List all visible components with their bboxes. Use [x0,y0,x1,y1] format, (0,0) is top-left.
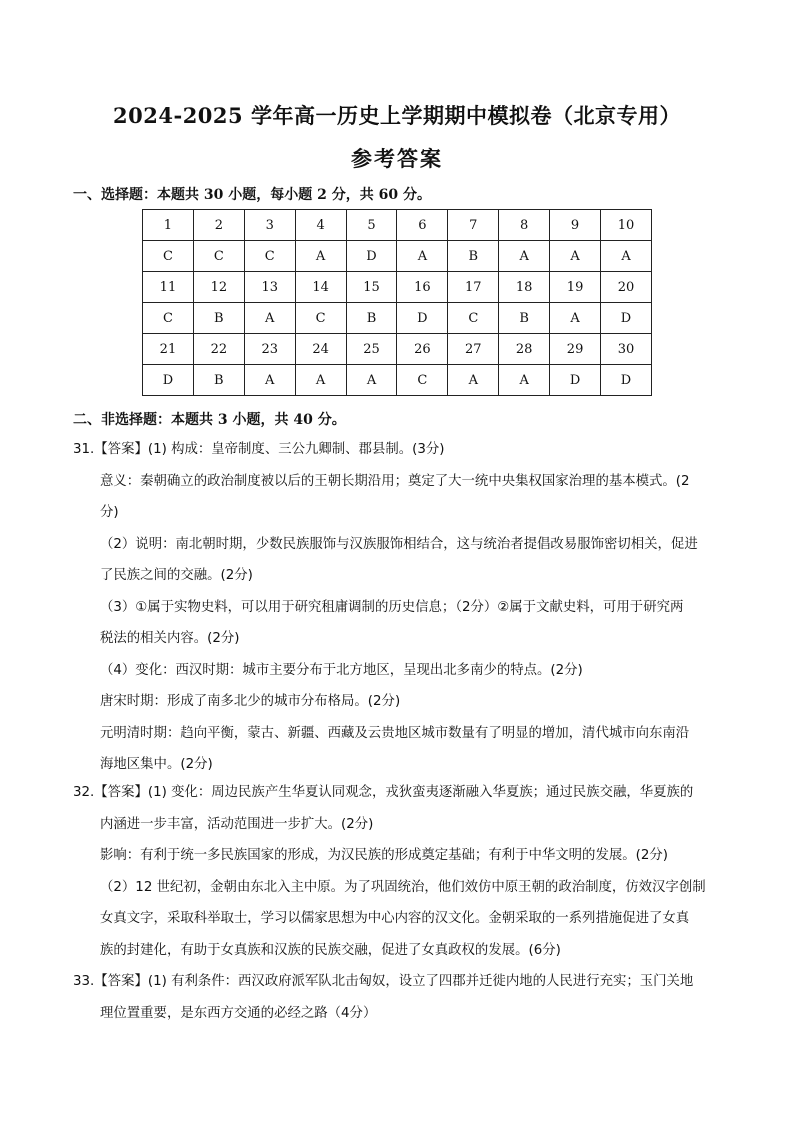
answer-table-answer-row [143,365,652,396]
answer-cell: A [499,241,550,272]
question-number-cell: 2 [193,210,244,241]
answer-table-answer-row [143,303,652,334]
answer-cell: B [448,241,499,272]
question-number-cell: 22 [193,334,244,365]
q31-line: （2）说明：南北朝时期，少数民族服饰与汉族服饰相结合，这与统治者提倡改易服饰密切相关，促进 [100,536,698,552]
answer-cell: B [499,303,550,334]
question-number-cell: 4 [295,210,346,241]
question-number-cell: 21 [143,334,194,365]
question-33-answer [73,966,725,1029]
q31-line: 31.【答案】(1) 构成：皇帝制度、三公九卿制、郡县制。(3分) [73,442,445,457]
answer-cell: A [346,365,397,396]
q31-line: 意义：秦朝确立的政治制度被以后的王朝长期沿用；奠定了大一统中央集权国家治理的基本模式。(2 [100,473,690,489]
answer-cell: D [397,303,448,334]
q32-line: 32.【答案】(1) 变化：周边民族产生华夏认同观念，戎狄蛮夷逐渐融入华夏族；通过民族交融，华夏族的 [73,785,694,800]
answer-cell: D [601,303,652,334]
answer-cell: A [397,241,448,272]
q31-line: 元明清时期：趋向平衡，蒙古、新疆、西藏及云贵地区城市数量有了明显的增加，清代城市向东南沿 [100,725,690,741]
question-number-cell: 23 [244,334,295,365]
answer-cell: B [193,365,244,396]
answer-cell: A [295,241,346,272]
answer-cell: C [193,241,244,272]
q31-line: 税法的相关内容。(2分) [100,631,240,646]
q32-line: 女真文字，采取科举取士，学习以儒家思想为中心内容的汉文化。金朝采取的一系列措施促进了女真 [100,911,690,926]
answer-cell: A [295,365,346,396]
question-number-cell: 25 [346,334,397,365]
answer-cell: A [244,365,295,396]
answer-cell: B [193,303,244,334]
q33-line: 33.【答案】(1) 有利条件：西汉政府派军队北击匈奴，设立了四郡并迁徙内地的人民进行充实；玉门关地 [73,974,694,989]
question-number-cell: 18 [499,272,550,303]
question-number-cell: 8 [499,210,550,241]
answer-cell: C [143,303,194,334]
q31-line: 海地区集中。(2分) [100,757,213,772]
question-number-cell: 5 [346,210,397,241]
question-number-cell: 11 [143,272,194,303]
page-title: 2024-2025 学年高一历史上学期期中模拟卷（北京专用） [113,103,681,128]
question-number-cell: 20 [601,272,652,303]
answer-cell: D [143,365,194,396]
q32-line: 影响：有利于统一多民族国家的形成，为汉民族的形成奠定基础；有利于中华文明的发展。(2分) [100,848,668,863]
answer-cell: C [448,303,499,334]
question-number-cell: 12 [193,272,244,303]
q31-line: 唐宋时期：形成了南多北少的城市分布格局。(2分) [100,694,401,709]
answer-cell: A [550,241,601,272]
answer-cell: D [346,241,397,272]
question-number-cell: 7 [448,210,499,241]
answer-cell: C [244,241,295,272]
question-number-cell: 1 [143,210,194,241]
page-subtitle: 参考答案 [351,146,443,171]
answer-cell: D [601,365,652,396]
q32-line: 内涵进一步丰富，活动范围进一步扩大。(2分) [100,816,374,832]
answer-cell: A [550,303,601,334]
question-number-cell: 15 [346,272,397,303]
question-number-cell: 29 [550,334,601,365]
question-number-cell: 26 [397,334,448,365]
question-31-answer [73,434,725,781]
question-number-cell: 14 [295,272,346,303]
section1-heading: 一、选择题：本题共 30 小题，每小题 2 分，共 60 分。 [73,187,431,203]
question-number-cell: 19 [550,272,601,303]
q33-line: 理位置重要，是东西方交通的必经之路（4分） [100,1005,377,1021]
q32-line: 族的封建化，有助于女真族和汉族的民族交融，促进了女真政权的发展。(6分) [100,942,561,958]
answer-table-number-row [143,334,652,365]
question-32-answer [73,777,725,966]
question-number-cell: 24 [295,334,346,365]
question-number-cell: 10 [601,210,652,241]
answer-cell: C [295,303,346,334]
question-number-cell: 27 [448,334,499,365]
question-number-cell: 13 [244,272,295,303]
answer-cell: C [143,241,194,272]
q32-line: （2）12 世纪初，金朝由东北入主中原。为了巩固统治，他们效仿中原王朝的政治制度，仿效汉字创制 [100,879,706,895]
answer-cell: C [397,365,448,396]
answer-table-number-row [143,272,652,303]
q31-line: 了民族之间的交融。(2分) [100,568,253,583]
section2-heading: 二、非选择题：本题共 3 小题，共 40 分。 [73,412,346,428]
q31-line: （4）变化：西汉时期：城市主要分布于北方地区，呈现出北多南少的特点。(2分) [100,662,583,678]
answer-cell: D [550,365,601,396]
question-number-cell: 30 [601,334,652,365]
answer-table [142,209,652,396]
q31-line: （3）①属于实物史料，可以用于研究租庸调制的历史信息；（2分）②属于文献史料，可用于研究两 [100,599,684,615]
question-number-cell: 17 [448,272,499,303]
answer-cell: A [499,365,550,396]
answer-cell: B [346,303,397,334]
q31-line: 分) [100,505,119,520]
answer-cell: A [601,241,652,272]
question-number-cell: 6 [397,210,448,241]
answer-cell: A [244,303,295,334]
question-number-cell: 28 [499,334,550,365]
question-number-cell: 9 [550,210,601,241]
question-number-cell: 3 [244,210,295,241]
answer-table-number-row [143,210,652,241]
answer-table-answer-row [143,241,652,272]
answer-cell: A [448,365,499,396]
question-number-cell: 16 [397,272,448,303]
